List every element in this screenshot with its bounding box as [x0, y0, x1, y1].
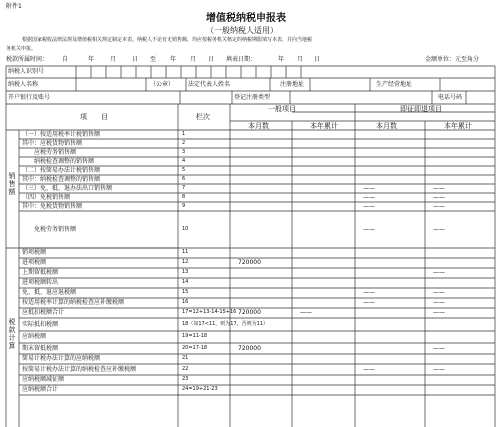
row-22-cell-c[interactable]: ——: [363, 365, 375, 373]
row-col-7: 7: [182, 184, 186, 191]
row-col-22: 22: [182, 365, 189, 372]
row-label-22: 按简易计税办法计算的纳税检查应补缴税额: [22, 365, 137, 373]
taxpayer-name-label: 纳税人名称: [8, 81, 39, 88]
row-label-14: 进项税额转出: [22, 279, 59, 286]
row-17-cell-b[interactable]: ——: [300, 309, 312, 316]
row-7-cell-d[interactable]: ——: [433, 184, 445, 192]
row-col-3: 3: [182, 148, 186, 155]
row-col-16: 16: [182, 299, 189, 305]
row-label-17: 应抵扣税额合计: [22, 309, 65, 316]
row-label-3: 应税劳务销售额: [22, 148, 77, 156]
row-col-17: 17=12+13-14-15+16: [182, 309, 237, 315]
row-17-cell-a[interactable]: 720000: [238, 309, 261, 316]
period-to: 至: [150, 56, 157, 63]
row-col-6: 6: [182, 175, 186, 182]
fill-date-day: 日: [314, 56, 321, 63]
intro-text-1: 根据国家税收法律法规及增值税相关规定制定本表。纳税人不论有无销售额，均应按税务机关核定的纳税期限填写本表，并向当地税: [22, 37, 313, 43]
row-16-cell-d[interactable]: ——: [433, 299, 445, 306]
row-9-cell-d[interactable]: ——: [433, 202, 445, 210]
period-label: 税款所属时间：: [6, 56, 49, 63]
row-15-cell-d[interactable]: ——: [433, 289, 445, 296]
section-sales: 销售额: [8, 172, 16, 196]
row-label-16: 按适用税率计算的纳税检查应补缴税额: [22, 299, 125, 306]
bank-account-label: 开户银行及账号: [8, 94, 51, 101]
row-col-23: 23: [182, 376, 189, 382]
general-header: 一般项目: [268, 105, 296, 113]
row-label-12: 进项税额: [22, 259, 47, 266]
row-20-cell-d[interactable]: ——: [433, 344, 445, 352]
taxpayer-id-label: 纳税人识别号: [8, 68, 45, 75]
row-col-19: 19=11-18: [182, 333, 208, 339]
row-10-cell-d[interactable]: ——: [433, 225, 445, 233]
row-9-cell-c[interactable]: ——: [363, 202, 375, 210]
row-col-9: 9: [182, 202, 186, 209]
period-from-year: 年: [88, 56, 95, 63]
row-col-21: 21: [182, 355, 189, 361]
row-label-1: （一）按适用税率计税销售额: [22, 130, 101, 138]
general-ytd-header: 本年累计: [310, 122, 338, 130]
row-22-cell-d[interactable]: ——: [433, 365, 445, 373]
row-col-18: 18（如17<11，则为17，否则为11）: [182, 320, 269, 327]
row-label-18: 实际抵扣税额: [22, 320, 59, 328]
fill-date-label: 填表日期：: [226, 56, 257, 63]
row-8-cell-c[interactable]: ——: [363, 193, 375, 201]
seal-label: （公章）: [150, 81, 175, 88]
row-col-1: 1: [182, 130, 186, 137]
row-7-cell-c[interactable]: ——: [363, 184, 375, 192]
row-15-cell-c[interactable]: ——: [363, 289, 375, 296]
row-label-24: 应纳税额合计: [22, 386, 59, 393]
period-to-day: 日: [208, 56, 215, 63]
row-13-cell-d[interactable]: ——: [433, 269, 445, 276]
amount-unit: 金额单位：元至角分: [425, 56, 480, 63]
fill-date-month: 月: [297, 56, 304, 63]
intro-text-2: 务机关申报。: [6, 46, 37, 52]
row-label-21: 简易计税办法计算的应纳税额: [22, 355, 101, 362]
reg-type-label: 登记注册类型: [234, 94, 271, 101]
row-label-4: 纳税检查调整的销售额: [22, 157, 95, 165]
fill-date-year: 年: [278, 56, 285, 63]
item-header: 项 目: [80, 113, 108, 121]
immediate-header: 即征即退项目: [400, 105, 442, 113]
row-label-19: 应纳税额: [22, 333, 47, 340]
legal-rep-label: 法定代表人姓名: [188, 81, 231, 88]
row-label-5: （二）按简易办法计税销售额: [22, 166, 101, 174]
row-label-7: （三）免、抵、退办法出口销售额: [22, 184, 113, 192]
form-subtitle: （一般纳税人适用）: [206, 26, 278, 35]
row-label-20: 期末留抵税额: [22, 344, 59, 352]
row-col-20: 20=17-18: [182, 344, 208, 351]
section-tax-calc: 税款计算: [8, 318, 16, 350]
row-12-cell-a[interactable]: 720000: [238, 259, 261, 266]
row-label-15: 免、抵、退应退税额: [22, 289, 77, 296]
row-label-23: 应纳税额减征额: [22, 376, 65, 383]
row-col-15: 15: [182, 289, 189, 295]
period-from: 自: [62, 56, 69, 63]
row-17-cell-d[interactable]: ——: [433, 309, 445, 316]
row-20-cell-a[interactable]: 720000: [238, 344, 261, 352]
row-col-14: 14: [182, 279, 189, 285]
phone-label: 电话号码: [438, 94, 463, 101]
row-col-24: 24=19+21-23: [182, 386, 218, 392]
row-8-cell-d[interactable]: ——: [433, 193, 445, 201]
period-from-month: 月: [110, 56, 117, 63]
row-label-8: （四）免税销售额: [22, 193, 71, 201]
immediate-this-month-header: 本月数: [376, 122, 397, 130]
attachment-label: 附件1: [6, 3, 22, 10]
row-label-13: 上期留抵税额: [22, 269, 59, 276]
row-col-5: 5: [182, 166, 186, 173]
row-10-cell-c[interactable]: ——: [363, 225, 375, 233]
reg-address-label: 注册地址: [280, 81, 305, 88]
row-col-8: 8: [182, 193, 186, 200]
row-col-10: 10: [182, 225, 189, 232]
row-col-12: 12: [182, 259, 189, 265]
row-label-9: 其中：免税货物销售额: [22, 202, 83, 210]
immediate-ytd-header: 本年累计: [444, 122, 472, 130]
row-col-2: 2: [182, 139, 186, 146]
row-col-11: 11: [182, 249, 189, 255]
period-to-month: 月: [190, 56, 197, 63]
row-16-cell-c[interactable]: ——: [363, 299, 375, 306]
row-label-10: 免税劳务销售额: [22, 225, 77, 233]
row-label-2: 其中：应税货物销售额: [22, 139, 83, 147]
row-label-6: 其中：纳税检查调整的销售额: [22, 175, 101, 183]
row-label-11: 销项税额: [22, 249, 47, 256]
general-this-month-header: 本月数: [248, 122, 269, 130]
biz-address-label: 生产经营地址: [376, 81, 413, 88]
period-from-day: 日: [132, 56, 139, 63]
row-col-13: 13: [182, 269, 189, 275]
row-col-4: 4: [182, 157, 186, 164]
col-header: 栏次: [196, 113, 210, 121]
period-to-year: 年: [170, 56, 177, 63]
form-title: 增值税纳税申报表: [206, 13, 286, 24]
